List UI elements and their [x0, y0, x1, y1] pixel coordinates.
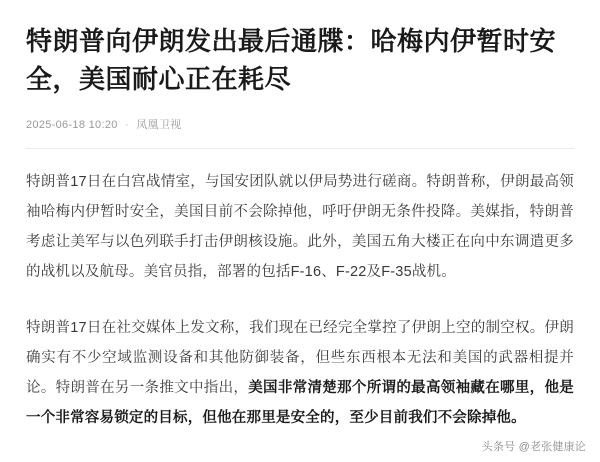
article-meta — [26, 116, 574, 132]
article-paragraph — [26, 313, 574, 433]
article-paragraph — [26, 167, 574, 287]
watermark-credit: 头条号 @老张健康论 — [481, 441, 586, 453]
page-title: 特朗普向伊朗发出最后通牒：哈梅内伊暂时安全，美国耐心正在耗尽 — [26, 26, 557, 94]
article-source[interactable]: 凤凰卫视 — [136, 119, 182, 131]
paragraph-run-emphasis: 美国非常清楚那个所谓的最高领袖藏在哪里，他是一个非常容易锁定的目标，但他在那里是安全的，至少目前我们不会除掉他。 — [26, 380, 575, 426]
header-divider — [26, 148, 574, 149]
paragraph-run: 特朗普17日在白宫战情室，与国安团队就以伊局势进行磋商。特朗普称，伊朗最高领袖哈梅内伊暂时安全，美国目前不会除掉他，呼吁伊朗无条件投降。美媒指，特朗普考虑让美军与以色列联手打击伊朗核设施。此外，美国五角大楼正在向中东调遣更多的战机以及航母。美官员指，部署的包括F-16、F-22及F-35战机。 — [26, 174, 574, 280]
publish-date: 2025-06-18 10:20 — [26, 119, 118, 131]
paragraph-run: 特朗普17日在社交媒体上发文称，我们现在已经完全掌控了伊朗上空的制空权。伊朗确实有不少空域监测设备和其他防御装备，但些东西根本无法和美国的武器相提并论。特朗普在另一条推文中指出， — [26, 320, 574, 396]
meta-separator: · — [125, 119, 129, 131]
